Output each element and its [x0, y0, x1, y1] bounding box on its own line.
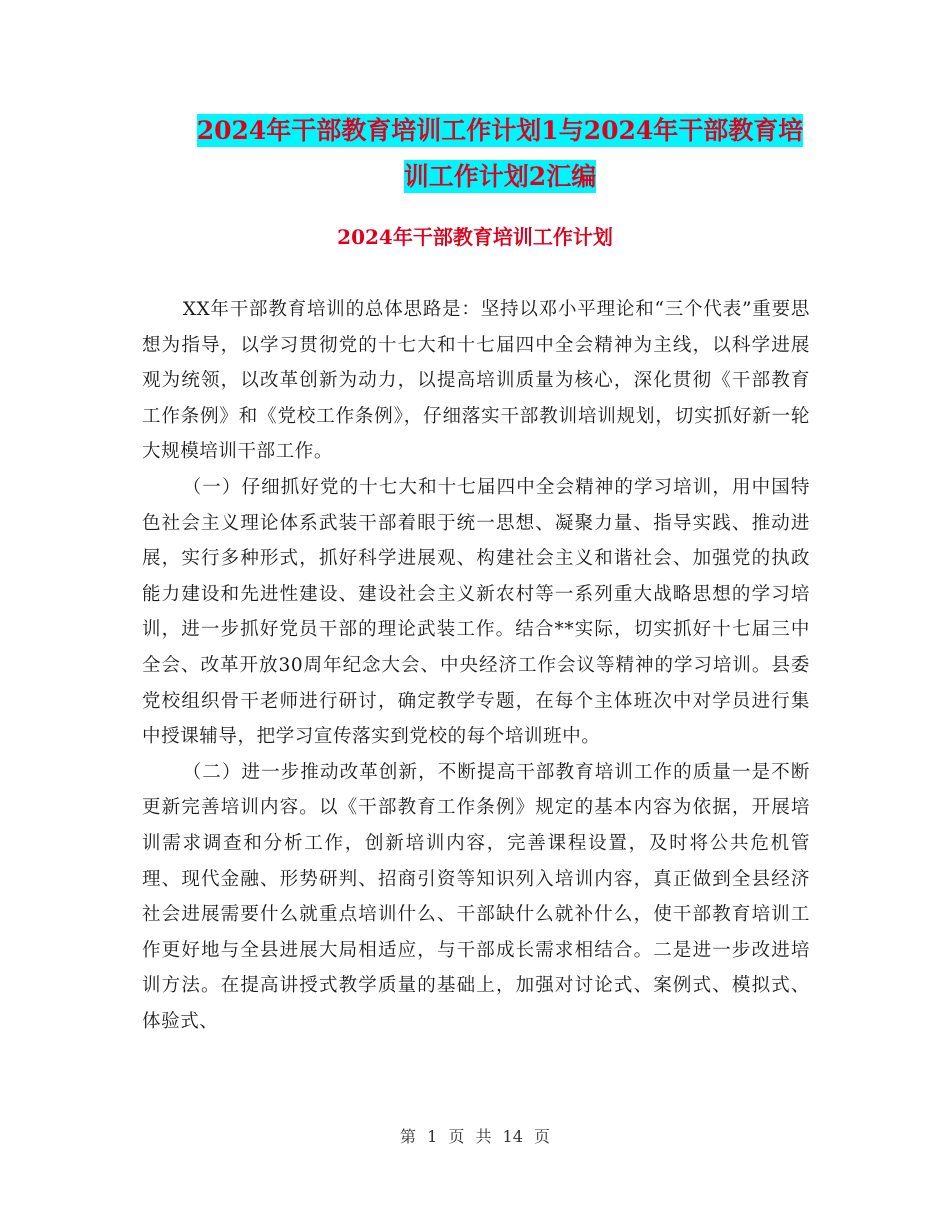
paragraph: （一）仔细抓好党的十七大和十七届四中全会精神的学习培训，用中国特色社会主义理论体系武装干部着眼于统一思想、凝聚力量、指导实践、推动进展，实行多种形式，抓好科学进展观、构建社会主义和谐社会、加强党的执政能力建设和先进性建设、建设社会主义新农村等一系列重大战略思想的学习培训，进一步抓好党员干部的理论武装工作。结合**实际，切实抓好十七届三中全会、改革开放30周年纪念大会、中央经济工作会议等精神的学习培训。县委党校组织骨干老师进行研讨，确定教学专题，在每个主体班次中对学员进行集中授课辅导，把学习宣传落实到党校的每个培训班中。 — [142, 476, 810, 748]
document-body — [142, 292, 810, 1039]
paragraph: （二）进一步推动改革创新，不断提高干部教育培训工作的质量一是不断更新完善培训内容。以《干部教育工作条例》规定的基本内容为依据，开展培训需求调查和分析工作，创新培训内容，完善课程设置，及时将公共危机管理、现代金融、形势研判、招商引资等知识列入培训内容，真正做到全县经济社会进展需要什么就重点培训什么、干部缺什么就补什么，使干部教育培训工作更好地与全县进展大局相适应，与干部成长需求相结合。二是进一步改进培训方法。在提高讲授式教学质量的基础上，加强对讨论式、案例式、模拟式、体验式、 — [142, 761, 810, 1032]
section-title: 2024年干部教育培训工作计划 — [337, 225, 613, 249]
title-line-2: 训工作计划2汇编 — [403, 162, 597, 191]
title-line-1: 2024年干部教育培训工作计划1与2024年干部教育培 — [196, 116, 804, 145]
page-footer: 第 1 页 共 14 页 — [400, 1127, 550, 1146]
paragraph: XX年干部教育培训的总体思路是：坚持以邓小平理论和“三个代表”重要思想为指导，以学习贯彻党的十七大和十七届四中全会精神为主线，以科学进展观为统领，以改革创新为动力，以提高培训质量为核心，深化贯彻《干部教育工作条例》和《党校工作条例》，仔细落实干部教训培训规划，切实抓好新一轮大规模培训干部工作。 — [142, 299, 810, 463]
document-title — [140, 108, 860, 200]
